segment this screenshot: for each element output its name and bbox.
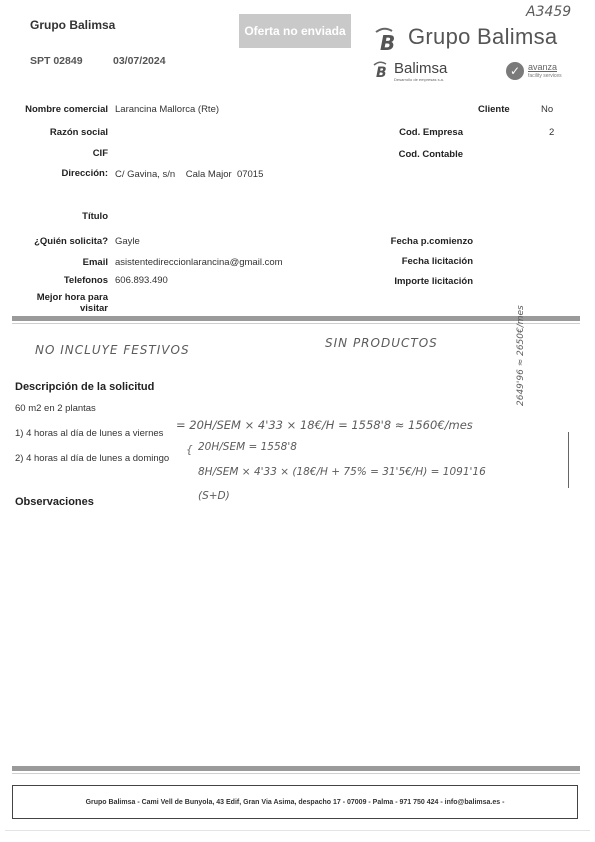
start-date-label: Fecha p.comienzo bbox=[390, 236, 473, 247]
balimsa-logo-icon bbox=[372, 26, 404, 52]
avanza-check-icon: ✓ bbox=[506, 62, 524, 80]
business-name-label: Razón social bbox=[49, 127, 108, 138]
avanza-logo bbox=[506, 62, 576, 84]
trade-name-value: Larancina Mallorca (Rte) bbox=[115, 104, 220, 115]
address-value: C/ Gavina, s/n Cala Major 07015 bbox=[115, 169, 264, 180]
cif-label: CIF bbox=[92, 148, 108, 159]
company-name: Grupo Balimsa bbox=[30, 18, 116, 32]
trade-name-label: Nombre comercial bbox=[25, 104, 108, 115]
email-label: Email bbox=[82, 257, 108, 268]
document-code: SPT 02849 bbox=[30, 55, 83, 67]
logo-sub-tagline: Desarrollo de empresas s.a. bbox=[394, 77, 445, 82]
phones-label: Telefonos bbox=[63, 275, 108, 286]
description-line-2: 2) 4 horas al día de lunes a domingo bbox=[15, 453, 170, 464]
section-separator-bottom-thin bbox=[12, 773, 580, 774]
grupo-balimsa-logo bbox=[372, 24, 577, 52]
title-label: Título bbox=[82, 211, 108, 222]
requester-label: ¿Quién solicita? bbox=[34, 236, 108, 247]
handwritten-calc-2a: 20H/SEM = 1558'8 bbox=[198, 441, 297, 453]
client-label: Cliente bbox=[478, 104, 510, 115]
best-time-label-line-2: visitar bbox=[80, 303, 108, 314]
description-title: Descripción de la solicitud bbox=[15, 381, 155, 393]
footer-text: Grupo Balimsa - Cami Vell de Bunyola, 43 Edif, Gran Via Asima, despacho 17 - 07009 - Palma - 971 750 424 - info@balimsa.es - bbox=[85, 798, 505, 806]
bracket-icon bbox=[568, 432, 575, 488]
tender-date-label: Fecha licitación bbox=[401, 256, 473, 267]
client-value: No bbox=[541, 104, 554, 115]
handwritten-calc-1: = 20H/SEM × 4'33 × 18€/H = 1558'8 ≈ 1560€/mes bbox=[176, 418, 473, 432]
balimsa-sub-logo bbox=[372, 60, 472, 84]
observations-title: Observaciones bbox=[15, 496, 94, 508]
description-area: 60 m2 en 2 plantas bbox=[15, 403, 96, 414]
address-label: Dirección: bbox=[61, 168, 108, 179]
handwritten-calc-2b: 8H/SEM × 4'33 × (18€/H + 75% = 31'5€/H) = 1091'16 bbox=[198, 466, 486, 478]
section-separator-bottom bbox=[12, 766, 580, 771]
avanza-sub: facility services bbox=[528, 73, 562, 79]
handwritten-reference: A3459 bbox=[526, 4, 572, 20]
handwritten-sin-productos: SIN PRODUCTOS bbox=[325, 336, 438, 350]
svg-text:B: B bbox=[376, 65, 387, 80]
handwritten-margin-note: 2649'96 ≈ 2650€/mes bbox=[516, 305, 526, 406]
accounting-code-label: Cod. Contable bbox=[398, 149, 463, 160]
company-code-value: 2 bbox=[549, 127, 555, 138]
requester-value: Gayle bbox=[115, 236, 140, 247]
section-separator-top bbox=[12, 316, 580, 321]
section-separator-top-thin bbox=[12, 323, 580, 324]
handwritten-calc-2c: (S+D) bbox=[198, 490, 230, 502]
avanza-name: avanza bbox=[528, 62, 558, 72]
status-badge: Oferta no enviada bbox=[239, 14, 351, 48]
phones-value: 606.893.490 bbox=[115, 275, 168, 286]
logo-main-text: Grupo Balimsa bbox=[408, 24, 558, 49]
balimsa-small-icon bbox=[372, 60, 392, 80]
tender-amount-label: Importe licitación bbox=[394, 276, 473, 287]
description-line-1: 1) 4 horas al día de lunes a viernes bbox=[15, 428, 164, 439]
best-time-label bbox=[37, 292, 108, 314]
footer bbox=[12, 785, 578, 819]
email-value: asistentedireccionlarancina@gmail.com bbox=[115, 257, 283, 268]
document-date: 03/07/2024 bbox=[113, 55, 166, 67]
handwritten-no-festivos: NO INCLUYE FESTIVOS bbox=[35, 343, 190, 357]
page-bottom-line bbox=[5, 830, 590, 831]
brace-icon: { bbox=[186, 444, 193, 456]
svg-text:B: B bbox=[380, 31, 396, 52]
company-code-label: Cod. Empresa bbox=[399, 127, 463, 138]
logo-sub-text: Balimsa bbox=[394, 60, 448, 77]
best-time-label-line-1: Mejor hora para bbox=[36, 292, 108, 303]
